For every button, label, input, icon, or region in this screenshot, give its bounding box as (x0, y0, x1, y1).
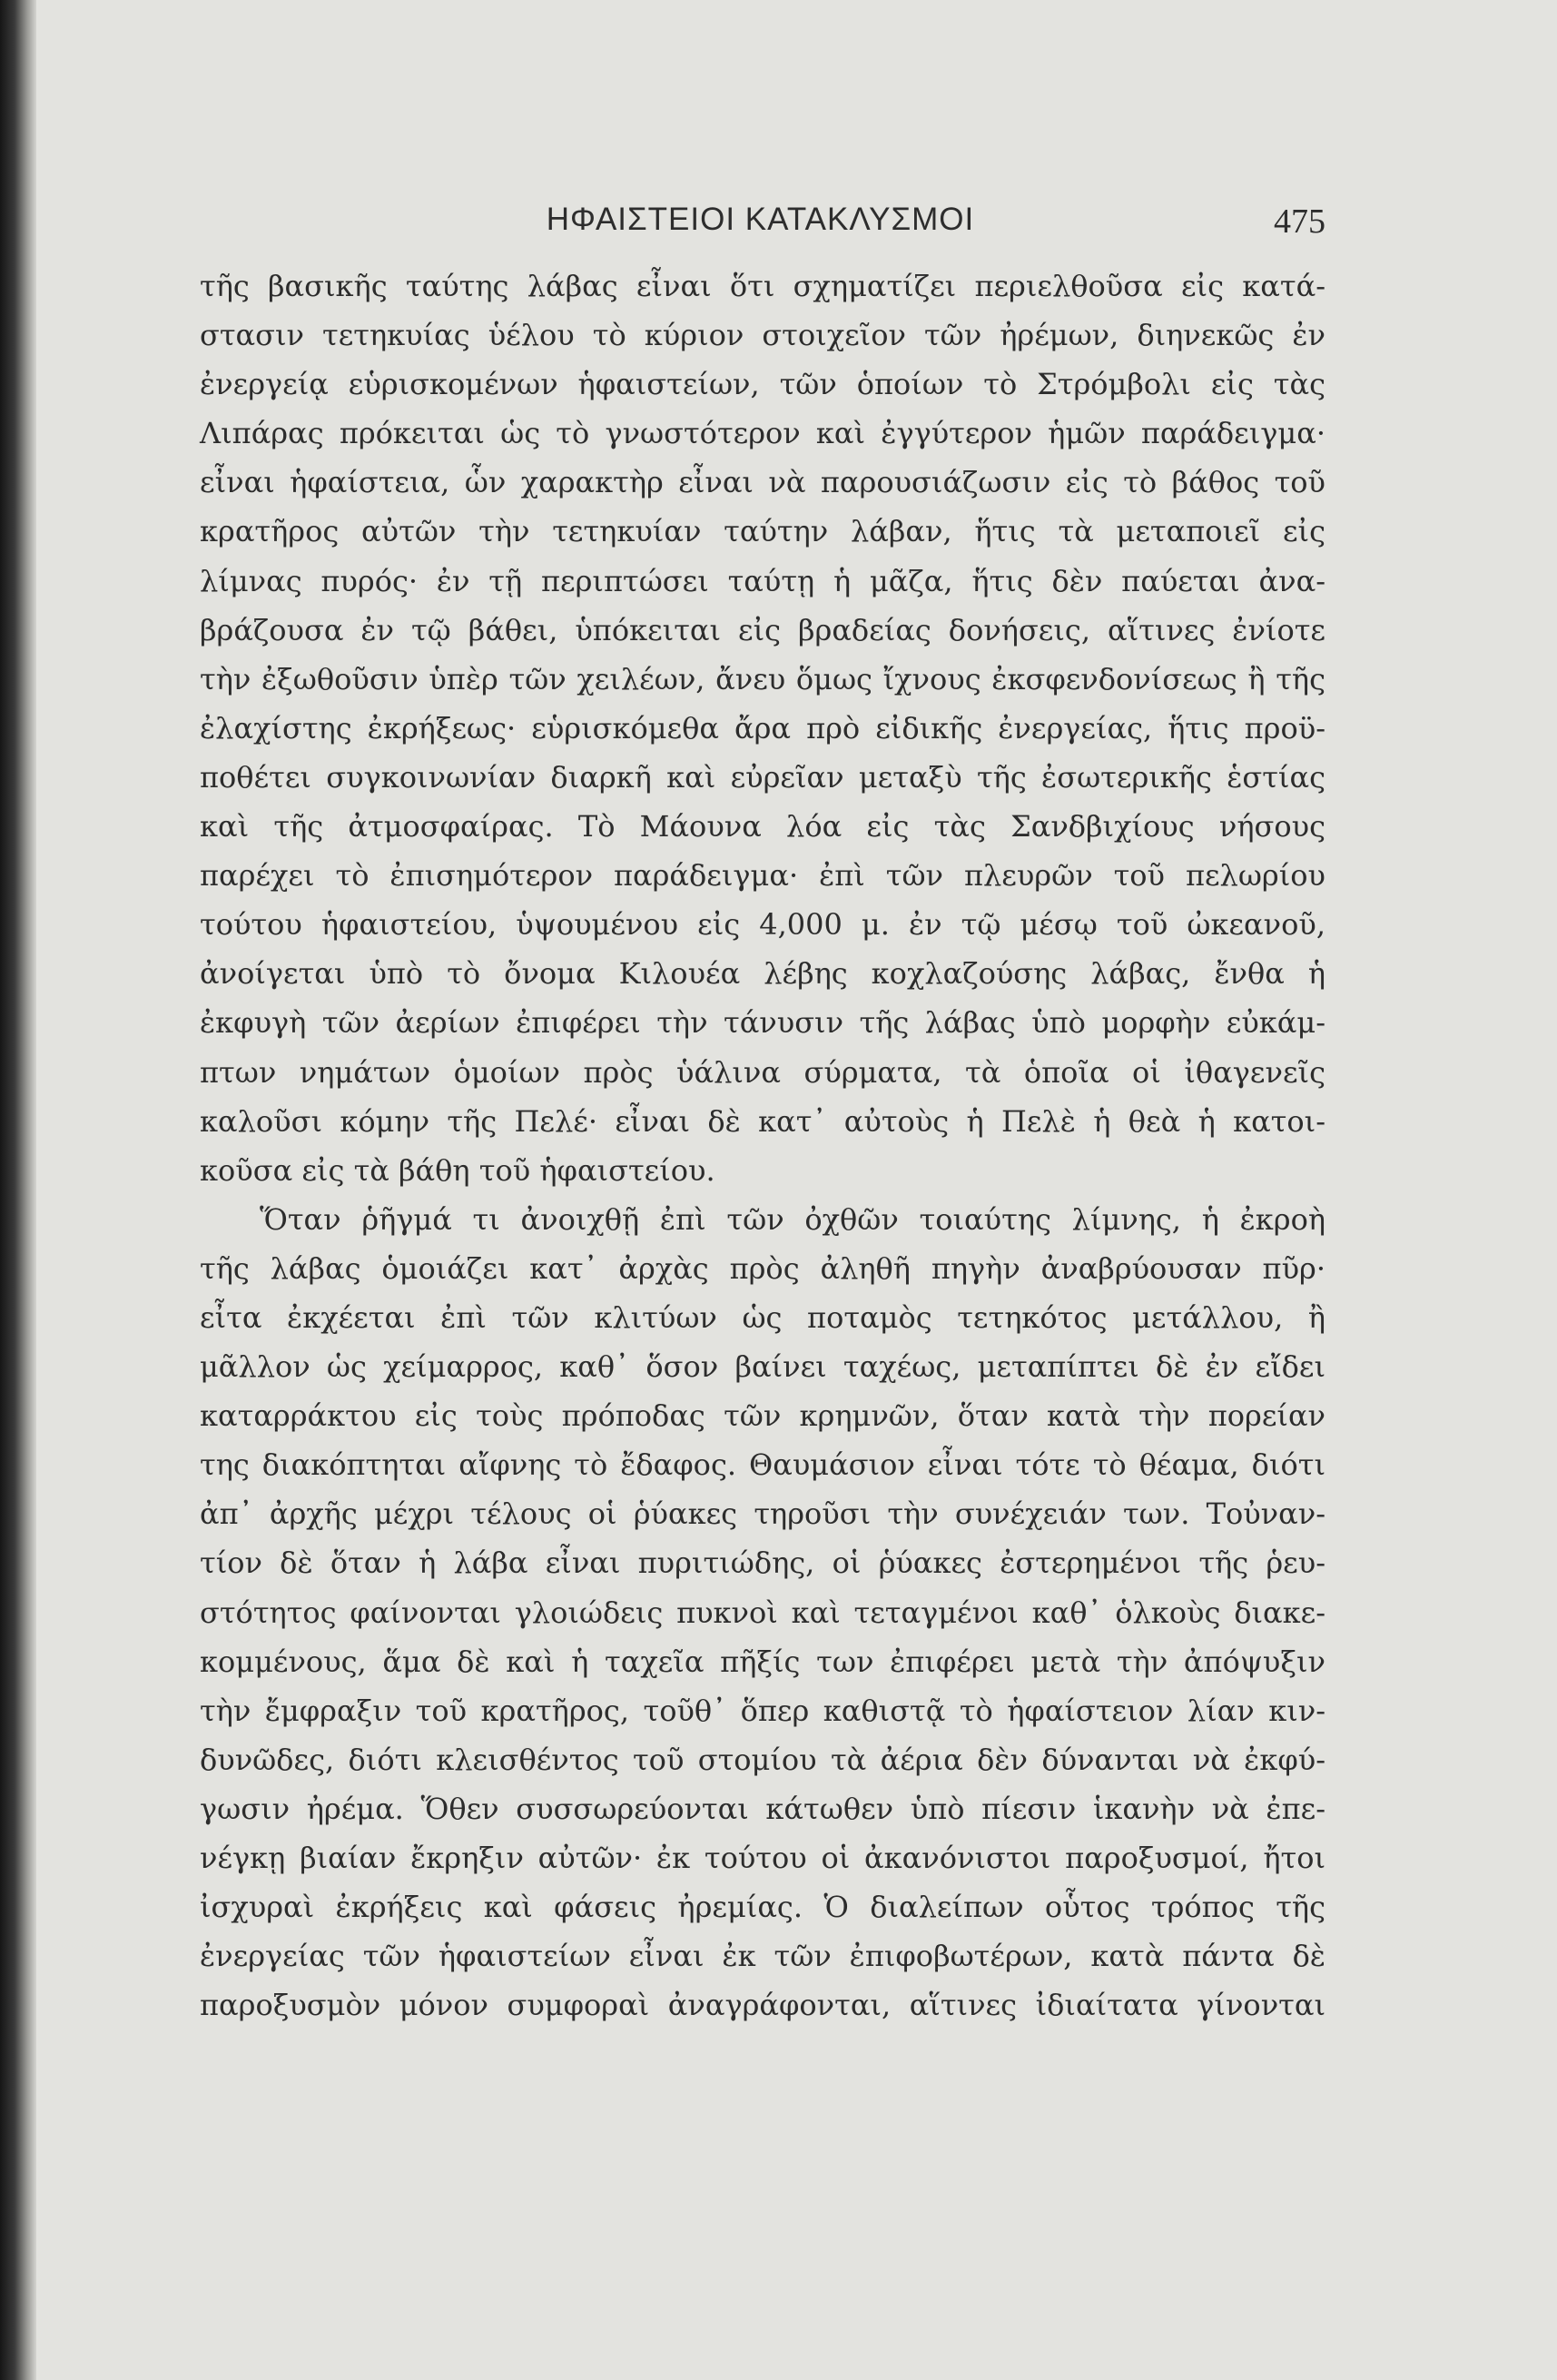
text-line: καταρράκτου εἰς τοὺς πρόποδας τῶν κρημνῶν, ὅταν κατὰ τὴν πορείαν (200, 1398, 1325, 1434)
text-line: ἐλαχίστης ἐκρήξεως· εὑρισκόμεθα ἄρα πρὸ εἰδικῆς ἐνεργείας, ἥτις προϋ- (200, 710, 1325, 746)
text-line: ἰσχυραὶ ἐκρήξεις καὶ φάσεις ἠρεμίας. Ὁ διαλείπων οὗτος τρόπος τῆς (200, 1890, 1325, 1925)
text-line: καὶ τῆς ἀτμοσφαίρας. Τὸ Μάουνα λόα εἰς τὰς Σανδβιχίους νήσους (200, 809, 1325, 844)
text-line: τῆς λάβας ὁμοιάζει κατ᾽ ἀρχὰς πρὸς ἀληθῆ πηγὴν ἀναβρύουσαν πῦρ· (200, 1250, 1325, 1286)
text-line: ἀπ᾽ ἀρχῆς μέχρι τέλους οἱ ῥύακες τηροῦσι τὴν συνέχειάν των. Τοὐναν- (200, 1496, 1325, 1532)
text-line: τῆς βασικῆς ταύτης λάβας εἶναι ὅτι σχηματίζει περιελθοῦσα εἰς κατά- (200, 269, 1325, 303)
text-line: τὴν ἐξωθοῦσιν ὑπὲρ τῶν χειλέων, ἄνευ ὅμως ἴχνους ἐκσφενδονίσεως ἢ τῆς (200, 661, 1325, 696)
text-line: τίον δὲ ὅταν ἡ λάβα εἶναι πυριτιώδης, οἱ ῥύακες ἐστερημένοι τῆς ῥευ- (200, 1546, 1325, 1581)
text-line: μᾶλλον ὡς χείμαρρος, καθ᾽ ὅσον βαίνει ταχέως, μεταπίπτει δὲ ἐν εἴδει (200, 1349, 1325, 1385)
book-page (36, 0, 1557, 2380)
text-line: της διακόπτηται αἴφνης τὸ ἔδαφος. Θαυμάσιον εἶναι τότε τὸ θέαμα, διότι (200, 1447, 1325, 1483)
text-line: εἶναι ἡφαίστεια, ὧν χαρακτὴρ εἶναι νὰ παρουσιάζωσιν εἰς τὸ βάθος τοῦ (200, 465, 1325, 500)
text-line: κρατῆρος αὐτῶν τὴν τετηκυίαν ταύτην λάβαν, ἥτις τὰ μεταποιεῖ εἰς (200, 514, 1325, 549)
text-line: τὴν ἔμφραξιν τοῦ κρατῆρος, τοῦθ᾽ ὅπερ καθιστᾷ τὸ ἡφαίστειον λίαν κιν- (200, 1693, 1325, 1728)
text-line: λίμνας πυρός· ἐν τῇ περιπτώσει ταύτῃ ἡ μᾶζα, ἥτις δὲν παύεται ἀνα- (200, 563, 1325, 598)
text-line: ἀνοίγεται ὑπὸ τὸ ὄνομα Κιλουέα λέβης κοχλαζούσης λάβας, ἔνθα ἡ (200, 956, 1325, 992)
text-line: πτων νημάτων ὁμοίων πρὸς ὑάλινα σύρματα, τὰ ὁποῖα οἱ ἰθαγενεῖς (200, 1054, 1325, 1090)
text-line: ποθέτει συγκοινωνίαν διαρκῆ καὶ εὐρεῖαν μεταξὺ τῆς ἐσωτερικῆς ἑστίας (200, 759, 1325, 795)
text-line: βράζουσα ἐν τῷ βάθει, ὑπόκειται εἰς βραδείας δονήσεις, αἵτινες ἐνίοτε (200, 612, 1325, 647)
text-line: Λιπάρας πρόκειται ὡς τὸ γνωστότερον καὶ ἐγγύτερον ἡμῶν παράδειγμα· (200, 416, 1325, 451)
text-line: τούτου ἡφαιστείου, ὑψουμένου εἰς 4,000 μ. ἐν τῷ μέσῳ τοῦ ὠκεανοῦ, (200, 907, 1325, 943)
page-header (195, 202, 1325, 247)
text-line: εἶτα ἐκχέεται ἐπὶ τῶν κλιτύων ὡς ποταμὸς τετηκότος μετάλλου, ἢ (200, 1299, 1325, 1335)
text-line: ἐκφυγὴ τῶν ἀερίων ἐπιφέρει τὴν τάνυσιν τῆς λάβας ὑπὸ μορφὴν εὐκάμ- (200, 1005, 1325, 1041)
text-line: κομμένους, ἅμα δὲ καὶ ἡ ταχεῖα πῆξίς των ἐπιφέρει μετὰ τὴν ἀπόψυξιν (200, 1644, 1325, 1679)
text-line: ἐνεργείας τῶν ἡφαιστείων εἶναι ἐκ τῶν ἐπιφοβωτέρων, κατὰ πάντα δὲ (200, 1939, 1325, 1974)
text-line: παρέχει τὸ ἐπισημότερον παράδειγμα· ἐπὶ τῶν πλευρῶν τοῦ πελωρίου (200, 858, 1325, 894)
text-line: στότητος φαίνονται γλοιώδεις πυκνοὶ καὶ τεταγμένοι καθ᾽ ὁλκοὺς διακε- (200, 1595, 1325, 1630)
text-line: στασιν τετηκυίας ὑέλου τὸ κύριον στοιχεῖον τῶν ἠρέμων, διηνεκῶς ἐν (200, 318, 1325, 353)
paragraph-end-line: κοῦσα εἰς τὰ βάθη τοῦ ἡφαιστείου. (200, 1152, 715, 1188)
running-title: ΗΦΑΙΣΤΕΙΟΙ ΚΑΤΑΚΛΥΣΜΟΙ (546, 202, 975, 237)
binding-shadow (0, 0, 36, 2380)
text-line: καλοῦσι κόμην τῆς Πελέ· εἶναι δὲ κατ᾽ αὐτοὺς ἡ Πελὲ ἡ θεὰ ἡ κατοι- (200, 1103, 1325, 1139)
text-line: παροξυσμὸν μόνον συμφοραὶ ἀναγράφονται, αἵτινες ἰδιαίτατα γίνονται (200, 1988, 1325, 2023)
paragraph-start-line: Ὅταν ῥῆγμά τι ἀνοιχθῇ ἐπὶ τῶν ὀχθῶν τοιαύτης λίμνης, ἡ ἐκροὴ (260, 1201, 1325, 1237)
page-number: 475 (1274, 202, 1325, 241)
body-text (200, 262, 1325, 2029)
text-line: νέγκῃ βιαίαν ἔκρηξιν αὐτῶν· ἐκ τούτου οἱ ἀκανόνιστοι παροξυσμοί, ἤτοι (200, 1841, 1325, 1875)
text-line: δυνῶδες, διότι κλεισθέντος τοῦ στομίου τὰ ἀέρια δὲν δύνανται νὰ ἐκφύ- (200, 1742, 1325, 1777)
text-line: γωσιν ἠρέμα. Ὅθεν συσσωρεύονται κάτωθεν ὑπὸ πίεσιν ἱκανὴν νὰ ἐπε- (200, 1791, 1325, 1826)
text-line: ἐνεργείᾳ εὑρισκομένων ἡφαιστείων, τῶν ὁποίων τὸ Στρόμβολι εἰς τὰς (200, 367, 1325, 402)
